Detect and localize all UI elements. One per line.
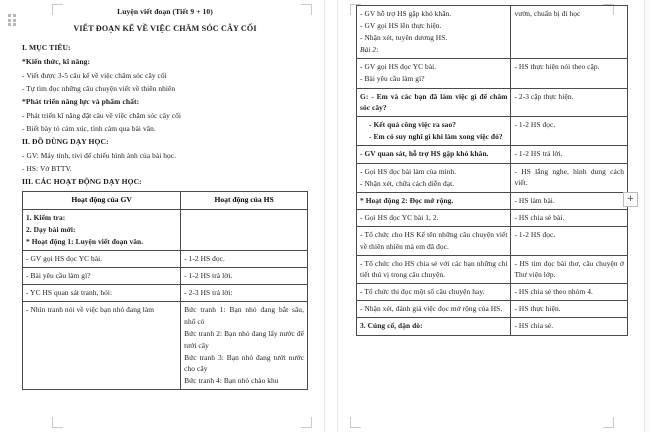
row-text: Bài 2: [360, 45, 379, 55]
margin-mark-bottom-right [301, 417, 312, 428]
table-row [23, 285, 308, 302]
section-heading-muc-tieu: I. MỤC TIÊU: [22, 43, 71, 52]
cell-hs [511, 226, 628, 255]
table-row [23, 302, 308, 390]
row-text: - 1-2 HS đọc. [184, 254, 225, 263]
row-text: - HS chia sẻ bài. [514, 212, 565, 222]
table-row [357, 117, 628, 146]
cell-gv [357, 209, 511, 226]
cell-hs [511, 59, 628, 88]
row-text: Bức tranh 3: Bạn nhỏ đang tưới nước cho cây [184, 352, 304, 374]
cell-hs [511, 284, 628, 301]
cell-gv [357, 117, 511, 146]
row-text: - Bài yêu cầu làm gì? [360, 74, 425, 84]
row-text: Bức tranh 4: Bạn nhỏ chào khu [184, 376, 279, 386]
row-text: - 1-2 HS đọc. [514, 229, 556, 239]
row-text: - GV gọi HS lên thực hiện. [360, 21, 442, 31]
row-text: 3. Củng cố, dặn dò: [360, 321, 423, 331]
table-row [23, 268, 308, 285]
lesson-title: Luyện viết đoạn (Tiết 9 + 10) [117, 7, 213, 16]
row-text: - Gọi HS đọc YC bài 1, 2. [360, 212, 439, 222]
table-row [23, 251, 308, 268]
row-text: - HS chia sẻ. [514, 321, 554, 331]
bullet-gv-may-tinh: - GV: Máy tính, tivi để chiếu hình ảnh của bài học. [22, 150, 177, 160]
section-heading-cac-hoat-dong: III. CÁC HOẠT ĐỘNG DẠY HỌC: [22, 177, 142, 187]
cell-hs [511, 146, 628, 163]
section-heading-phat-trien: *Phát triển năng lực và phẩm chất: [22, 97, 140, 107]
row-text: 1. Kiểm tra: [26, 212, 66, 222]
cell-gv [357, 284, 511, 301]
page-left-content [0, 0, 324, 390]
row-text: - Nhận xét, đánh giá việc đọc mở rộng của HS. [360, 304, 503, 314]
page-right-content [338, 0, 644, 336]
row-text: - HS lắng nghe, hình dung cách viết. [514, 166, 624, 188]
table-row [23, 209, 308, 250]
row-text: Bức tranh 1: Bạn nhỏ đang bắt sâu, nhổ cỏ [184, 305, 304, 326]
row-text: - Tổ chức cho HS chia sẻ với các bạn những chi tiết thú vị trong câu chuyện. [360, 258, 508, 280]
activities-table-right [356, 5, 628, 336]
row-text: - Nhìn tranh nói về việc bạn nhỏ đang làm [26, 305, 155, 315]
section-heading-do-dung: II. ĐỒ DÙNG DẠY HỌC: [22, 137, 109, 147]
row-text: - HS thực hiện. [514, 304, 561, 314]
cell-hs [511, 117, 628, 146]
add-page-button[interactable]: + [623, 192, 638, 207]
row-text: - YC HS quan sát tranh, hỏi: [26, 288, 113, 298]
bullet-biet-bay-to: - Biết bày tỏ cảm xúc, tình cảm qua bài văn. [22, 123, 156, 133]
cell-hs [181, 285, 308, 302]
document-page-left[interactable] [0, 0, 324, 432]
row-text: - Bài yêu cầu làm gì? [26, 271, 91, 281]
cell-gv [23, 285, 181, 302]
table-row [357, 6, 628, 59]
cell-hs [181, 251, 308, 268]
table-row [357, 255, 628, 284]
bullet-tu-tim-doc: - Tự tìm đọc những câu chuyện viết về thiên nhiên [22, 83, 176, 93]
row-text: 2. Dạy bài mới: [26, 224, 76, 234]
cell-gv [357, 88, 511, 117]
row-text: - GV gọi HS đọc YC bài. [26, 254, 103, 263]
cell-gv [357, 6, 511, 59]
row-text: - 2-3 HS trả lời: [184, 288, 233, 298]
row-text: Bức tranh 2: Bạn nhỏ đang lấy nước để tưới cây [184, 328, 304, 350]
cell-gv [357, 146, 511, 163]
cell-gv [357, 59, 511, 88]
row-text: - 1-2 HS trả lời. [184, 271, 233, 281]
cell-gv [357, 192, 511, 209]
cell-gv [23, 209, 181, 250]
page-gutter [324, 0, 338, 432]
cell-gv [357, 163, 511, 192]
cell-hs [511, 301, 628, 318]
row-text: - Gọi HS đọc bài làm của mình. [360, 166, 457, 176]
cell-gv [23, 268, 181, 285]
row-text: - 2-3 cặp thực hiện. [514, 91, 574, 101]
cell-hs [511, 255, 628, 284]
section-heading-kien-thuc: *Kiến thức, kĩ năng: [22, 57, 91, 67]
cell-gv [357, 255, 511, 284]
table-row [357, 226, 628, 255]
cell-hs [181, 268, 308, 285]
row-text: - Tổ chức thi đọc một số câu chuyện hay. [360, 287, 485, 297]
table-row [357, 192, 628, 209]
row-text: G: - Em và các bạn đã làm việc gì để chăm sóc cây? [360, 91, 508, 113]
table-row [357, 88, 628, 117]
table-row [357, 59, 628, 88]
row-text: - Nhận xét, chữa cách diễn đạt. [360, 178, 455, 188]
row-text: - HS làm bài. [514, 195, 555, 205]
column-header-gv: Hoạt động của GV [23, 191, 181, 209]
cell-hs [511, 163, 628, 192]
row-text: - GV quan sát, hỗ trợ HS gặp khó khăn. [360, 149, 489, 159]
table-row [357, 284, 628, 301]
cell-hs [181, 209, 308, 250]
row-text: * Hoạt động 2: Đọc mở rộng. [360, 195, 454, 205]
row-text: - GV gọi HS đọc YC bài. [360, 62, 437, 72]
row-text: - 1-2 HS đọc. [514, 120, 556, 130]
table-row [357, 318, 628, 335]
table-row [357, 209, 628, 226]
cell-hs [511, 88, 628, 117]
activities-table-left [22, 191, 308, 391]
column-header-hs: Hoạt động của HS [181, 191, 308, 209]
row-text: - Em có suy nghĩ gì khi làm xong việc đó? [369, 132, 503, 142]
cell-hs [511, 6, 628, 59]
cell-gv [23, 251, 181, 268]
margin-mark-bottom-right [603, 417, 614, 428]
cell-gv [357, 318, 511, 335]
cell-hs [511, 318, 628, 335]
row-text: - Tổ chức cho HS Kể tên những câu chuyện viết về thiên nhiên mà em đã đọc. [360, 229, 508, 251]
bullet-viet-duoc: - Viết được 3-5 câu kể về việc chăm sóc cây cối [22, 70, 167, 80]
table-row [357, 146, 628, 163]
row-text: - HS tìm đọc bài thơ, câu chuyện ở Thư viện lớp. [514, 258, 624, 280]
table-header-row [23, 191, 308, 209]
document-page-right[interactable] [338, 0, 644, 432]
lesson-subtitle: VIẾT ĐOẠN KỂ VỀ VIỆC CHĂM SÓC CÂY CỐI [73, 24, 257, 33]
margin-mark-bottom-left [350, 417, 361, 428]
cell-hs [511, 192, 628, 209]
row-text: - HS thực hiện nói theo cặp. [514, 62, 600, 72]
cell-gv [23, 302, 181, 390]
cell-hs [511, 209, 628, 226]
cell-gv [357, 226, 511, 255]
cell-hs [181, 302, 308, 390]
row-text: - 1-2 HS trả lời. [514, 149, 563, 159]
table-row [357, 301, 628, 318]
cell-gv [357, 301, 511, 318]
row-text: - HS chia sẻ theo nhóm 4. [514, 287, 593, 297]
row-text: - Nhận xét, tuyên dương HS. [360, 33, 448, 43]
row-text: - Kết quả công việc ra sao? [369, 120, 456, 130]
row-text: * Hoạt động 1: Luyện viết đoạn văn. [26, 236, 144, 246]
bullet-phat-trien-ki-nang: - Phát triển kĩ năng đặt câu về việc chăm sóc cây cối [22, 110, 182, 120]
table-row [357, 163, 628, 192]
row-text: - GV hỗ trợ HS gặp khó khăn. [360, 9, 452, 18]
bullet-hs-vo-bttv: - HS: Vở BTTV. [22, 163, 72, 173]
right-scroll-rail[interactable] [644, 0, 650, 432]
row-text: vườn, chuẩn bị đi học [514, 9, 581, 18]
margin-mark-bottom-left [52, 417, 63, 428]
